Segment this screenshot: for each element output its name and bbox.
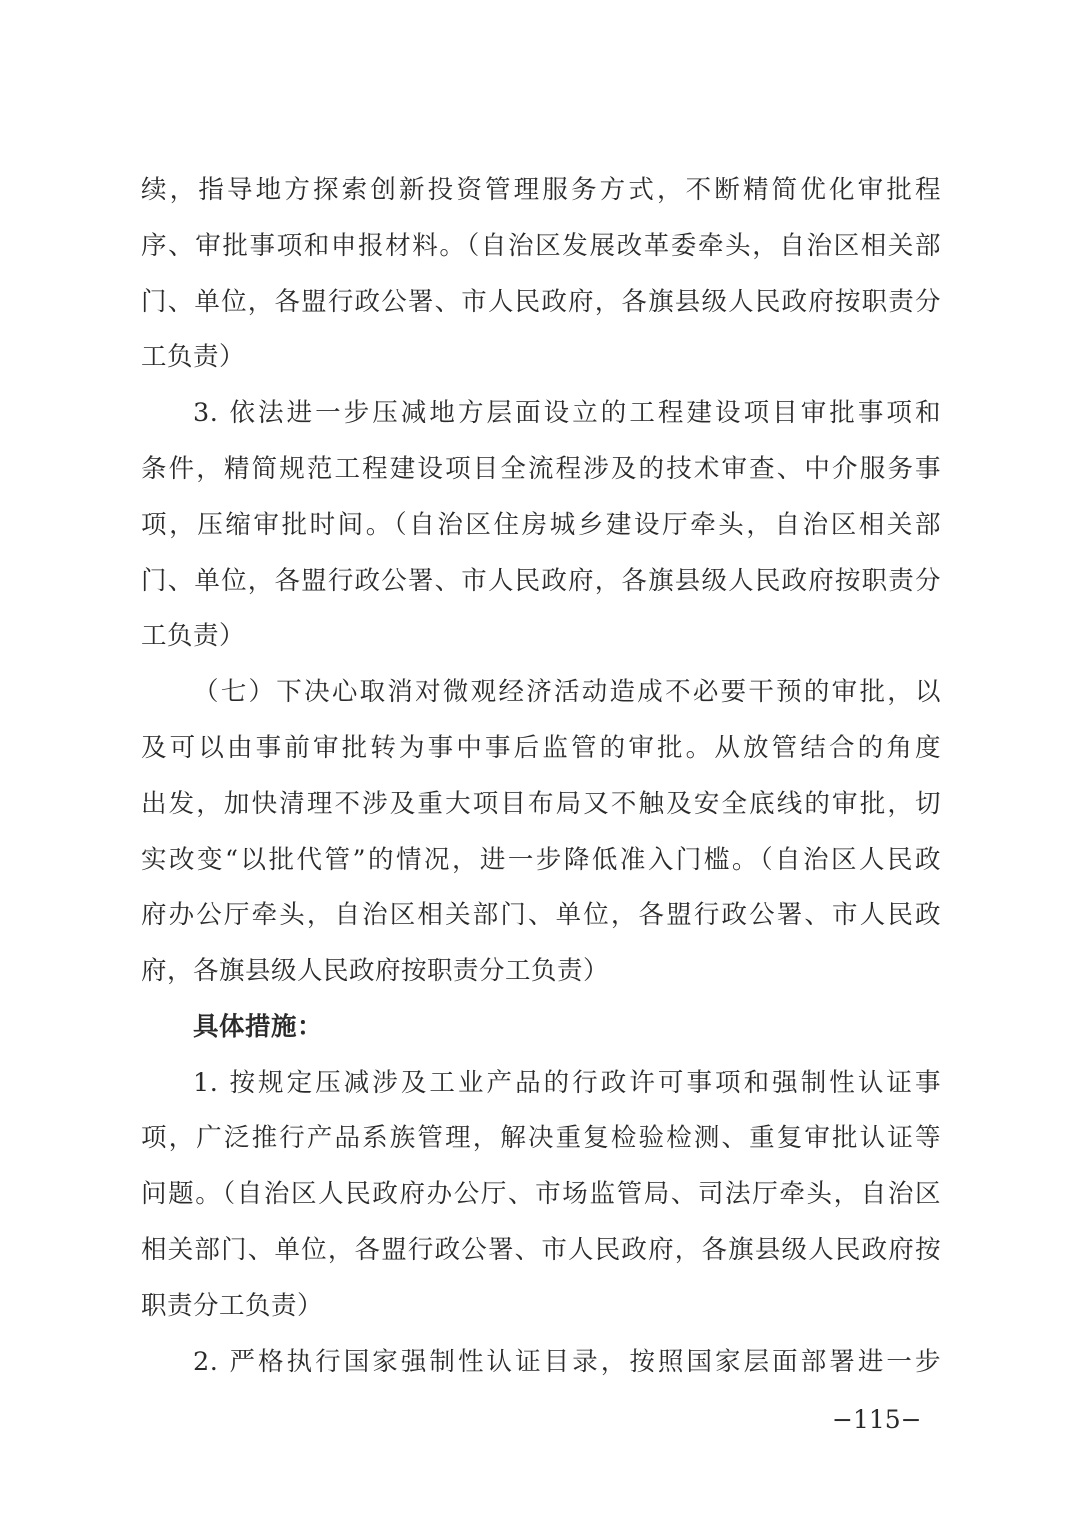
page-number: −115− [832,1405,922,1434]
text-line: 府，各旗县级人民政府按职责分工负责） [141,956,610,986]
section-heading: 具体措施： [193,1012,324,1042]
text-line: 门、单位，各盟行政公署、市人民政府，各旗县级人民政府按职责分 [141,566,941,596]
text-line: 2. 严格执行国家强制性认证目录，按照国家层面部署进一步 [193,1347,941,1377]
text-line: 实改变“以批代管”的情况，进一步降低准入门槛。（自治区人民政 [141,845,941,875]
text-line: 相关部门、单位，各盟行政公署、市人民政府，各旗县级人民政府按 [141,1235,941,1265]
text-line: 条件，精简规范工程建设项目全流程涉及的技术审查、中介服务事 [141,454,941,484]
text-line: 府办公厅牵头，自治区相关部门、单位，各盟行政公署、市人民政 [141,900,941,930]
text-line: 出发，加快清理不涉及重大项目布局又不触及安全底线的审批，切 [141,789,941,819]
text-line: 工负责） [141,621,246,651]
text-line: 序、审批事项和申报材料。（自治区发展改革委牵头，自治区相关部 [141,231,941,261]
text-line: 门、单位，各盟行政公署、市人民政府，各旗县级人民政府按职责分 [141,287,941,317]
text-line: 项，广泛推行产品系族管理，解决重复检验检测、重复审批认证等 [141,1123,941,1153]
text-line: 问题。（自治区人民政府办公厅、市场监管局、司法厅牵头，自治区 [141,1179,941,1209]
text-line: 及可以由事前审批转为事中事后监管的审批。从放管结合的角度 [141,733,941,763]
text-line: 3. 依法进一步压减地方层面设立的工程建设项目审批事项和 [193,398,941,428]
text-line: （七）下决心取消对微观经济活动造成不必要干预的审批，以 [193,677,941,707]
text-line: 续，指导地方探索创新投资管理服务方式，不断精简优化审批程 [141,175,941,205]
text-line: 项，压缩审批时间。（自治区住房城乡建设厅牵头，自治区相关部 [141,510,941,540]
text-line: 1. 按规定压减涉及工业产品的行政许可事项和强制性认证事 [193,1068,941,1098]
text-line: 职责分工负责） [141,1291,324,1321]
text-line: 工负责） [141,342,246,372]
